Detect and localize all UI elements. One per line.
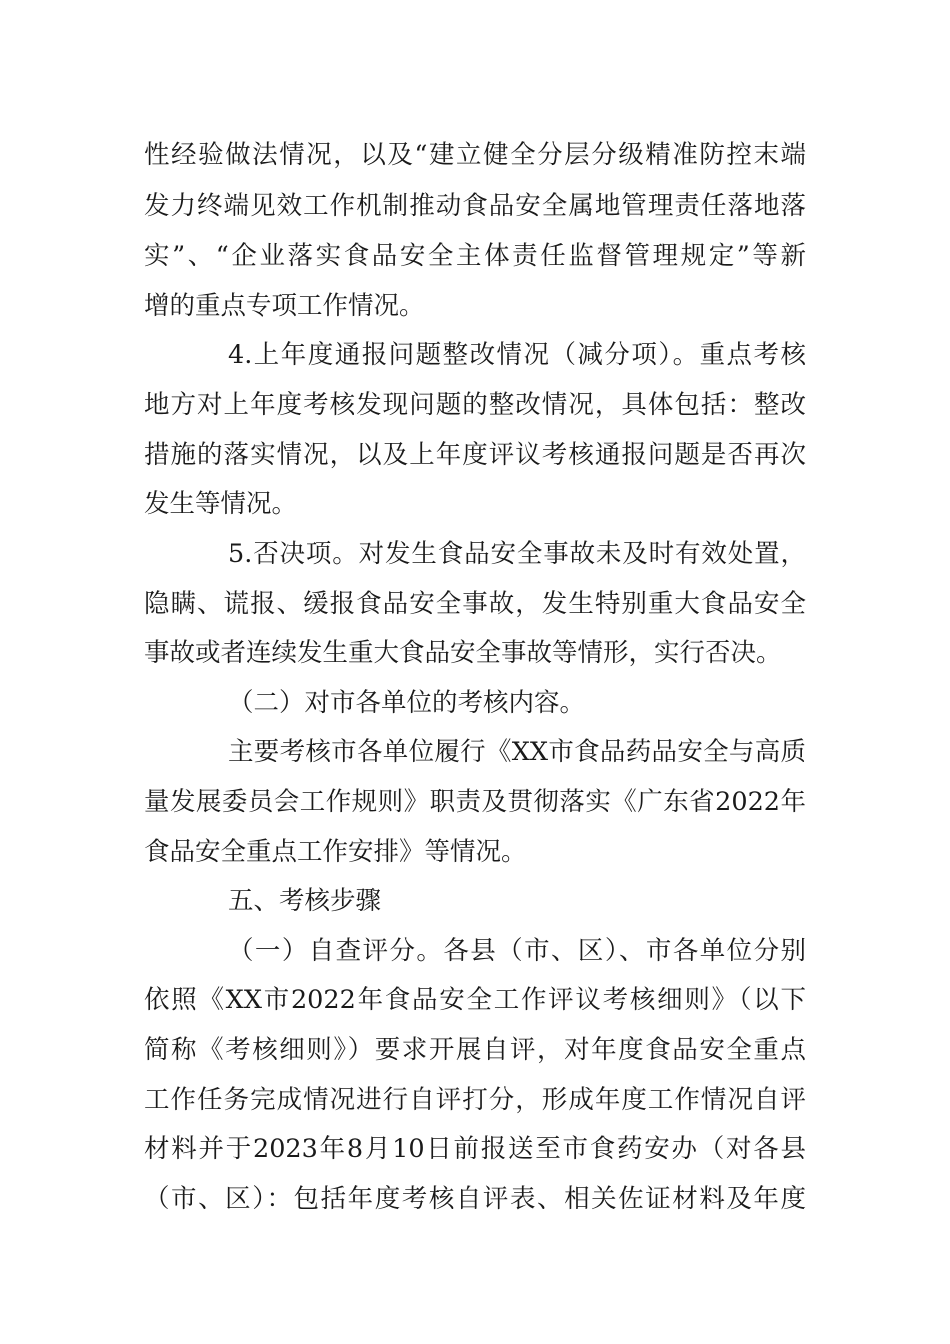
text-line: （一）自查评分。各县（市、区）、市各单位分别 (228, 936, 806, 966)
section-heading: 五、考核步骤 (228, 886, 382, 916)
section-heading: （二）对市各单位的考核内容。 (228, 688, 586, 718)
text-line: 简称《考核细则》）要求开展自评，对年度食品安全重点 (144, 1035, 806, 1065)
text-line: 性经验做法情况，以及“建立健全分层分级精准防控末端 (144, 140, 806, 170)
text-line: 实”、“企业落实食品安全主体责任监督管理规定”等新 (144, 241, 806, 271)
text-line: 依照《XX市2022年食品安全工作评议考核细则》（以下 (144, 985, 806, 1015)
text-line: 发生等情况。 (144, 489, 298, 519)
text-line: 隐瞒、谎报、缓报食品安全事故，发生特别重大食品安全 (144, 589, 806, 619)
text-line: 4.上年度通报问题整改情况（减分项）。重点考核 (228, 340, 806, 370)
text-line: 发力终端见效工作机制推动食品安全属地管理责任落地落 (144, 191, 806, 221)
text-line: 增的重点专项工作情况。 (144, 291, 425, 321)
text-line: （市、区）：包括年度考核自评表、相关佐证材料及年度 (144, 1184, 806, 1214)
text-line: 食品安全重点工作安排》等情况。 (144, 837, 527, 867)
text-line: 材料并于2023年8月10日前报送至市食药安办（对各县 (144, 1134, 806, 1164)
text-line: 主要考核市各单位履行《XX市食品药品安全与高质 (228, 737, 806, 767)
text-line: 5.否决项。对发生食品安全事故未及时有效处置， (228, 539, 806, 569)
text-line: 工作任务完成情况进行自评打分，形成年度工作情况自评 (144, 1085, 806, 1115)
text-line: 地方对上年度考核发现问题的整改情况，具体包括：整改 (144, 390, 806, 420)
text-line: 事故或者连续发生重大食品安全事故等情形，实行否决。 (144, 638, 782, 668)
text-line: 措施的落实情况，以及上年度评议考核通报问题是否再次 (144, 440, 806, 470)
text-line: 量发展委员会工作规则》职责及贯彻落实《广东省2022年 (144, 787, 806, 817)
